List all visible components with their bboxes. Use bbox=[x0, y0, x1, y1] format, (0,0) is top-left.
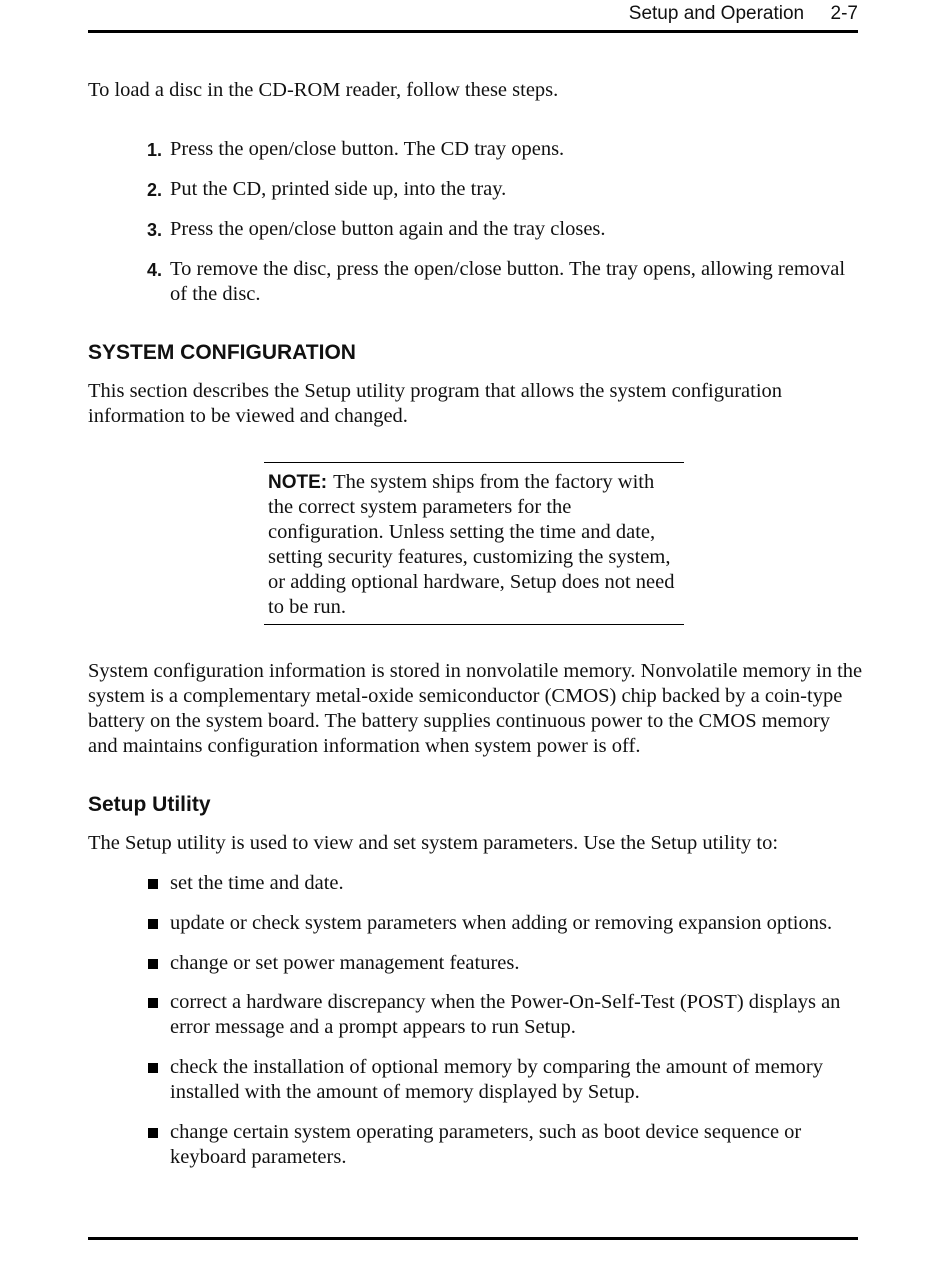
step-number: 4. bbox=[146, 260, 162, 280]
bullet-text: check the installation of optional memory by comparing the amount of memory installed with the amount of memory displayed by Setup. bbox=[170, 1056, 823, 1103]
step-text: Put the CD, printed side up, into the tray. bbox=[170, 178, 507, 200]
step-number: 1. bbox=[146, 140, 162, 160]
bullet-square-icon bbox=[148, 879, 158, 889]
note-label: NOTE: bbox=[268, 472, 328, 493]
step-number: 2. bbox=[146, 180, 162, 200]
header-rule bbox=[88, 30, 858, 33]
note-body bbox=[268, 470, 682, 620]
section-heading-setup-utility: Setup Utility bbox=[88, 793, 211, 816]
system-config-paragraph: This section describes the Setup utility program that allows the system configuration information to be viewed and changed. bbox=[88, 380, 783, 427]
bullet-square-icon bbox=[148, 919, 158, 929]
cmos-paragraph: System configuration information is stored in nonvolatile memory. Nonvolatile memory in the system is a complementary metal-oxide semiconductor (CMOS) chip backed by a coin-type battery on the system board. The battery supplies continuous power to the CMOS memory and maintains configuration information when system power is off. bbox=[88, 660, 863, 757]
header-section-title: Setup and Operation bbox=[628, 3, 805, 24]
step-number: 3. bbox=[146, 220, 162, 240]
bullet-text: change or set power management features. bbox=[170, 952, 520, 974]
setup-utility-intro: The Setup utility is used to view and set system parameters. Use the Setup utility to: bbox=[88, 832, 779, 854]
intro-paragraph: To load a disc in the CD-ROM reader, follow these steps. bbox=[88, 79, 559, 101]
bullet-text: set the time and date. bbox=[170, 872, 344, 894]
footer-rule bbox=[88, 1237, 858, 1240]
step-text: Press the open/close button again and the tray closes. bbox=[170, 218, 606, 240]
bullet-square-icon bbox=[148, 959, 158, 969]
bullet-text: change certain system operating parameters, such as boot device sequence or keyboard parameters. bbox=[170, 1121, 802, 1168]
bullet-square-icon bbox=[148, 1128, 158, 1138]
bullet-text: update or check system parameters when adding or removing expansion options. bbox=[170, 912, 833, 934]
header-page-number: 2-7 bbox=[830, 3, 858, 24]
step-text: To remove the disc, press the open/close button. The tray opens, allowing removal of the disc. bbox=[170, 258, 846, 305]
page-header bbox=[629, 3, 858, 25]
note-box bbox=[264, 462, 684, 625]
note-text: The system ships from the factory with the correct system parameters for the configuration. Unless setting the time and date, setting security features, customizing the system, or adding optional hardware, Setup does not need to be run. bbox=[268, 471, 675, 618]
bullet-square-icon bbox=[148, 998, 158, 1008]
step-text: Press the open/close button. The CD tray opens. bbox=[170, 138, 565, 160]
section-heading-system-configuration: SYSTEM CONFIGURATION bbox=[88, 341, 356, 364]
bullet-square-icon bbox=[148, 1063, 158, 1073]
bullet-text: correct a hardware discrepancy when the Power-On-Self-Test (POST) displays an error message and a prompt appears to run Setup. bbox=[170, 991, 841, 1038]
